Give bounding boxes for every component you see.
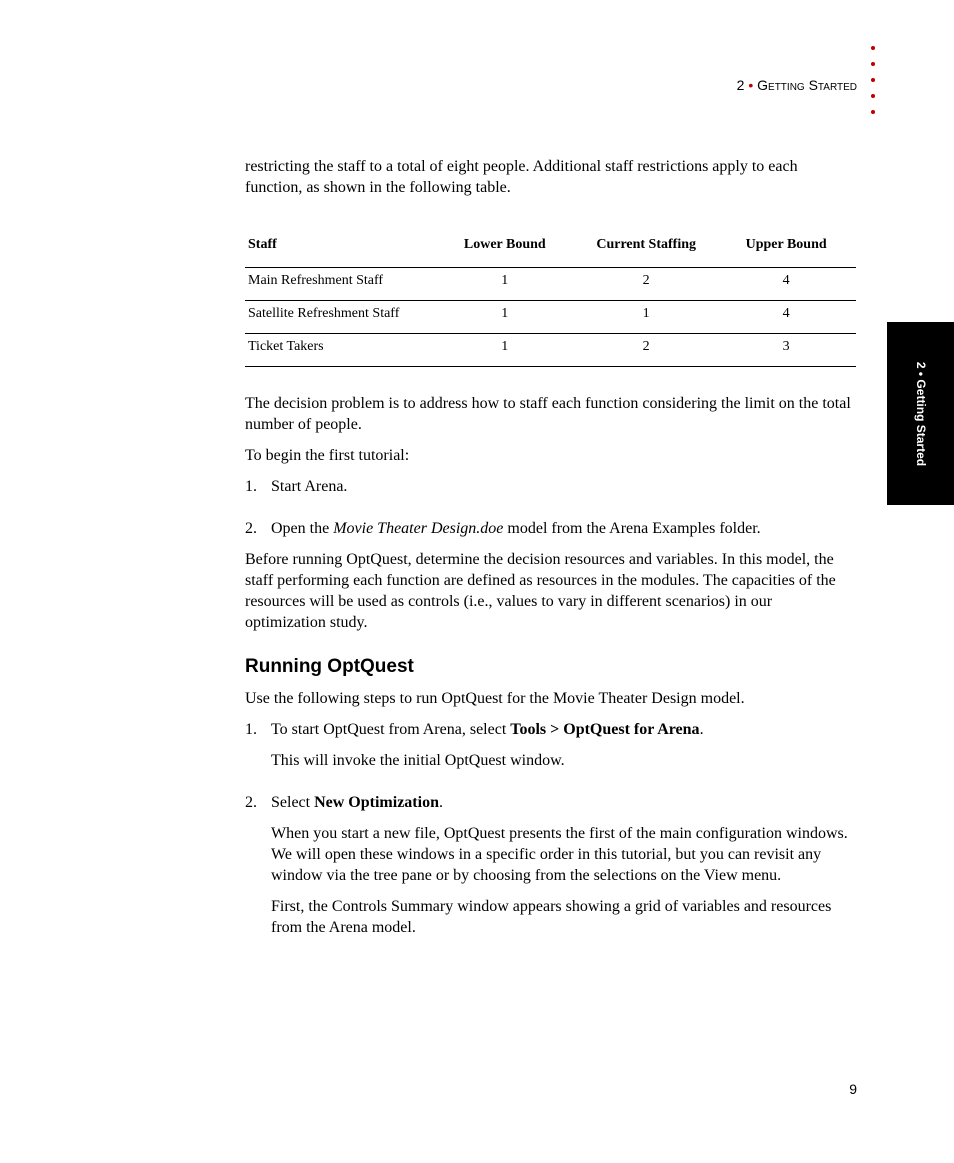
- step-text: .: [438, 794, 443, 811]
- table-cell: Ticket Takers: [245, 334, 434, 367]
- step-detail-paragraph: When you start a new file, OptQuest presents the first of the main configuration windows. We will open these windows in a specific order in this tutorial, but you can revisit any window via the tree pane or by choosing from the selections on the View menu.: [271, 825, 848, 884]
- step-text: model from the Arena Examples folder.: [503, 520, 761, 537]
- running-step-1: [245, 719, 856, 740]
- red-dot-icon: [871, 46, 875, 50]
- step-text: Select: [271, 794, 315, 811]
- tutorial-step-1: [245, 476, 856, 497]
- command-name: New Optimization: [314, 794, 439, 811]
- step-number: 1.: [245, 478, 257, 495]
- red-dot-icon: [871, 94, 875, 98]
- column-header-staff: Staff: [245, 228, 434, 268]
- page-number: 9: [849, 1081, 857, 1097]
- running-header: [737, 77, 857, 93]
- table-cell: 3: [716, 334, 856, 367]
- column-header-upper-bound: Upper Bound: [716, 228, 856, 268]
- table-cell: 1: [434, 334, 577, 367]
- table-cell: 4: [716, 268, 856, 301]
- column-header-lower-bound: Lower Bound: [434, 228, 577, 268]
- step-text: .: [699, 721, 704, 738]
- step-number: 2.: [245, 520, 257, 537]
- decision-problem-paragraph: The decision problem is to address how to staff each function considering the limit on the total number of people.: [245, 395, 851, 433]
- header-chapter-title: Getting Started: [757, 77, 857, 93]
- table-header-row: [245, 228, 856, 268]
- step-text: Open the: [271, 520, 334, 537]
- table-cell: 2: [576, 334, 716, 367]
- table-cell: 1: [434, 268, 577, 301]
- step-number: 1.: [245, 721, 257, 738]
- decorative-dot-column: [871, 46, 881, 126]
- step-text: Start Arena.: [271, 478, 348, 495]
- table-cell: Satellite Refreshment Staff: [245, 301, 434, 334]
- tutorial-intro: To begin the first tutorial:: [245, 447, 410, 464]
- red-dot-icon: [871, 62, 875, 66]
- step-text: To start OptQuest from Arena, select: [271, 721, 511, 738]
- table-cell: 4: [716, 301, 856, 334]
- step-number: 2.: [245, 794, 257, 811]
- header-chapter-number: 2: [736, 77, 745, 93]
- tutorial-step-2: [245, 518, 856, 539]
- table-row: [245, 301, 856, 334]
- step-detail-paragraph: First, the Controls Summary window appears showing a grid of variables and resources from the Arena model.: [271, 898, 832, 936]
- staff-bounds-table: [245, 228, 856, 367]
- model-file-name: Movie Theater Design.doe: [333, 520, 504, 537]
- header-bullet: •: [748, 77, 754, 93]
- table-row: [245, 268, 856, 301]
- menu-path: Tools > OptQuest for Arena: [510, 721, 700, 738]
- intro-paragraph: restricting the staff to a total of eight people. Additional staff restrictions apply to each function, as shown in the following table.: [245, 158, 798, 196]
- red-dot-icon: [871, 110, 875, 114]
- running-step-2: [245, 792, 856, 813]
- before-running-paragraph: Before running OptQuest, determine the decision resources and variables. In this model, the staff performing each function are defined as resources in the modules. The capacities of the resources will be used as controls (i.e., values to vary in different scenarios) in our optimization study.: [245, 551, 836, 631]
- table-cell: 1: [576, 301, 716, 334]
- column-header-current-staffing: Current Staffing: [576, 228, 716, 268]
- table-row: [245, 334, 856, 367]
- section-intro: Use the following steps to run OptQuest for the Movie Theater Design model.: [245, 690, 745, 707]
- side-tab-label: 2 • Getting Started: [913, 361, 928, 466]
- step-note: This will invoke the initial OptQuest window.: [271, 752, 565, 769]
- table-cell: 1: [434, 301, 577, 334]
- table-cell: Main Refreshment Staff: [245, 268, 434, 301]
- page-body: [245, 156, 856, 938]
- table-cell: 2: [576, 268, 716, 301]
- chapter-side-tab: [887, 322, 954, 505]
- red-dot-icon: [871, 78, 875, 82]
- section-heading: Running OptQuest: [245, 656, 414, 677]
